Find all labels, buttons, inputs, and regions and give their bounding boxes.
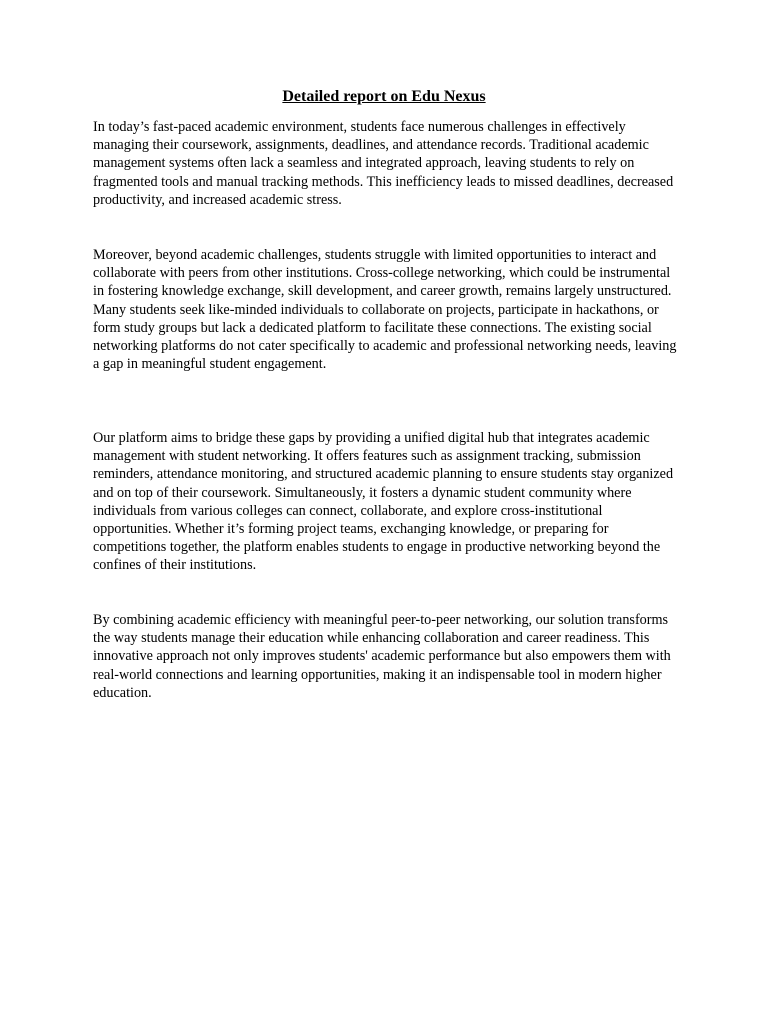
document-title: Detailed report on Edu Nexus <box>282 88 486 105</box>
paragraph-3: Our platform aims to bridge these gaps by providing a unified digital hub that integrates academic management with student networking. It offers features such as assignment tracking, submission reminders, attendance monitoring, and structured academic planning to ensure students stay organized and on top of their coursework. Simultaneously, it fosters a dynamic student community where individuals from various colleges can connect, collaborate, and explore cross-institutional opportunities. Whether it’s forming project teams, exchanging knowledge, or preparing for competitions together, the platform enables students to engage in productive networking beyond the confines of their institutions. <box>93 430 674 574</box>
paragraph-2: Moreover, beyond academic challenges, students struggle with limited opportunities to interact and collaborate with peers from other institutions. Cross-college networking, which could be instrumental in fostering knowledge exchange, skill development, and career growth, remains largely unstructured. Many students seek like-minded individuals to collaborate on projects, participate in hackathons, or form study groups but lack a dedicated platform to facilitate these connections. The existing social networking platforms do not cater specifically to academic and professional networking needs, leaving a gap in meaningful student engagement. <box>93 247 677 373</box>
paragraph-1: In today’s fast-paced academic environment, students face numerous challenges in effectively managing their coursework, assignments, deadlines, and attendance records. Traditional academic management systems often lack a seamless and integrated approach, leaving students to rely on fragmented tools and manual tracking methods. This inefficiency leads to missed deadlines, decreased productivity, and increased academic stress. <box>93 119 674 208</box>
paragraph-4: By combining academic efficiency with meaningful peer-to-peer networking, our solution transforms the way students manage their education while enhancing collaboration and career readiness. This innovative approach not only improves students' academic performance but also empowers them with real-world connections and learning opportunities, making it an indispensable tool in modern higher education. <box>93 612 671 701</box>
